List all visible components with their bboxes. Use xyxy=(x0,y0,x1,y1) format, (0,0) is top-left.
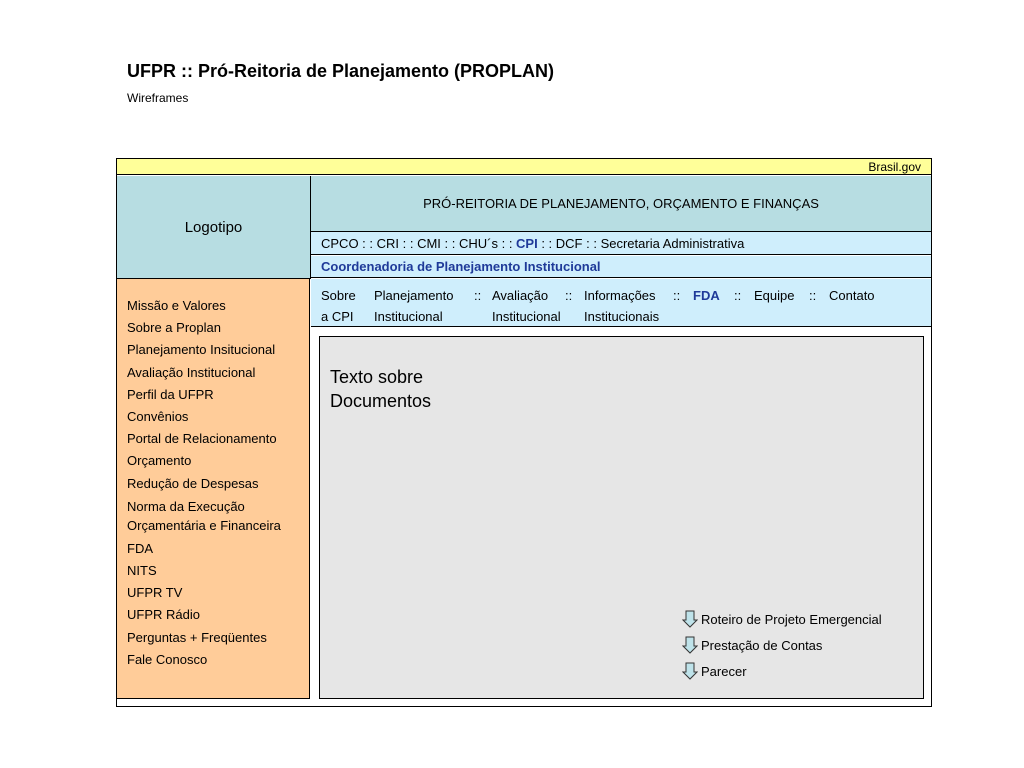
sidebar-item[interactable]: Perfil da UFPR xyxy=(127,386,214,402)
mainnav-link-line1: Avaliação xyxy=(492,288,549,303)
sidebar-item[interactable]: NITS xyxy=(127,563,157,579)
document-link-label: Prestação de Contas xyxy=(701,637,823,653)
mainnav-link-line1: Contato xyxy=(829,288,875,303)
document-link[interactable] xyxy=(682,658,882,684)
mainnav-link-line1: Informações xyxy=(584,288,656,303)
sidebar-item[interactable]: Norma da Execução Orçamentária e Financeira xyxy=(127,498,281,534)
sidebar-item[interactable]: UFPR Rádio xyxy=(127,607,200,623)
sidebar-item[interactable]: Planejamento Insitucional xyxy=(127,342,276,358)
content-text xyxy=(330,365,431,413)
coordination-title xyxy=(311,256,931,278)
mainnav-separator: :: xyxy=(673,288,681,303)
mainnav-separator: :: xyxy=(474,288,482,303)
subnav-link[interactable]: DCF xyxy=(555,236,583,251)
sidebar-item[interactable]: Convênios xyxy=(127,409,189,425)
mainnav-link[interactable] xyxy=(584,285,659,327)
subnav-link[interactable]: CHU´s xyxy=(458,236,498,251)
sidebar-item[interactable]: Orçamento xyxy=(127,453,192,469)
mainnav-link-line1: FDA xyxy=(693,288,720,303)
document-link[interactable] xyxy=(682,632,882,658)
document-link-label: Parecer xyxy=(701,663,747,679)
subnav-link[interactable]: CPCO xyxy=(321,236,359,251)
down-arrow-icon xyxy=(682,610,698,628)
content-text-line2: Documentos xyxy=(330,391,432,411)
document-link-label: Roteiro de Projeto Emergencial xyxy=(701,611,882,627)
sidebar-item[interactable]: Perguntas + Freqüentes xyxy=(127,629,267,645)
sidebar xyxy=(117,279,310,699)
mainnav-link-line1: Planejamento xyxy=(374,288,454,303)
gov-bar xyxy=(117,159,931,175)
mainnav-link-line2: Institucionais xyxy=(584,309,660,324)
header-title-text: PRÓ-REITORIA DE PLANEJAMENTO, ORÇAMENTO E FINANÇAS xyxy=(423,196,819,211)
logo-label: Logotipo xyxy=(184,218,243,236)
brasil-gov-link[interactable]: Brasil.gov xyxy=(868,160,921,174)
sidebar-item[interactable]: Missão e Valores xyxy=(127,298,226,313)
mainnav-link-line1: Equipe xyxy=(754,288,795,303)
subnav-separator: : : xyxy=(582,236,601,251)
header-title xyxy=(311,176,931,232)
document-link[interactable] xyxy=(682,606,882,632)
subnav-separator: : : xyxy=(537,236,556,251)
mainnav-link[interactable] xyxy=(754,285,794,306)
subnav-separator: : : xyxy=(440,236,459,251)
mainnav-link[interactable] xyxy=(321,285,356,327)
mainnav-link[interactable] xyxy=(693,285,720,306)
mainnav-link-line2: Institucional xyxy=(492,309,561,324)
content-area xyxy=(319,336,924,699)
subnav-separator: : : xyxy=(399,236,418,251)
mainnav-link[interactable] xyxy=(374,285,454,327)
mainnav-separator: :: xyxy=(734,288,742,303)
mainnav-link[interactable] xyxy=(492,285,561,327)
mainnav-link-line2: a CPI xyxy=(321,309,354,324)
mainnav-link-line2: Institucional xyxy=(374,309,443,324)
sidebar-item[interactable]: Fale Conosco xyxy=(127,651,208,667)
page-title: UFPR :: Pró-Reitoria de Planejamento (PROPLAN) xyxy=(127,61,555,81)
main-navigation xyxy=(311,279,931,327)
subnav-link[interactable]: CPI xyxy=(516,236,538,251)
logo[interactable] xyxy=(117,176,311,279)
mainnav-link[interactable] xyxy=(829,285,875,306)
subnav-link[interactable]: CMI xyxy=(417,236,441,251)
sidebar-item[interactable]: UFPR TV xyxy=(127,585,183,601)
document-links xyxy=(682,606,882,684)
sidebar-item[interactable]: Sobre a Proplan xyxy=(127,320,221,336)
mainnav-separator: :: xyxy=(565,288,573,303)
down-arrow-icon xyxy=(682,662,698,680)
down-arrow-icon xyxy=(682,636,698,654)
coordination-title-text: Coordenadoria de Planejamento Institucional xyxy=(321,259,601,274)
mainnav-link-line1: Sobre xyxy=(321,288,356,303)
subnav-link[interactable]: CRI xyxy=(376,236,400,251)
sidebar-item[interactable]: Redução de Despesas xyxy=(127,475,259,491)
mainnav-separator: :: xyxy=(809,288,817,303)
content-text-line1: Texto sobre xyxy=(330,367,424,387)
subnav-separator: : : xyxy=(358,236,377,251)
wireframe xyxy=(116,158,932,707)
subnav-separator: : : xyxy=(497,236,517,251)
sidebar-item[interactable]: Avaliação Institucional xyxy=(127,364,256,380)
sidebar-item[interactable]: FDA xyxy=(127,540,153,556)
sub-navigation xyxy=(311,232,931,255)
page-subtitle: Wireframes xyxy=(127,91,189,105)
subnav-link[interactable]: Secretaria Administrativa xyxy=(600,236,745,251)
sidebar-item[interactable]: Portal de Relacionamento xyxy=(127,431,277,447)
